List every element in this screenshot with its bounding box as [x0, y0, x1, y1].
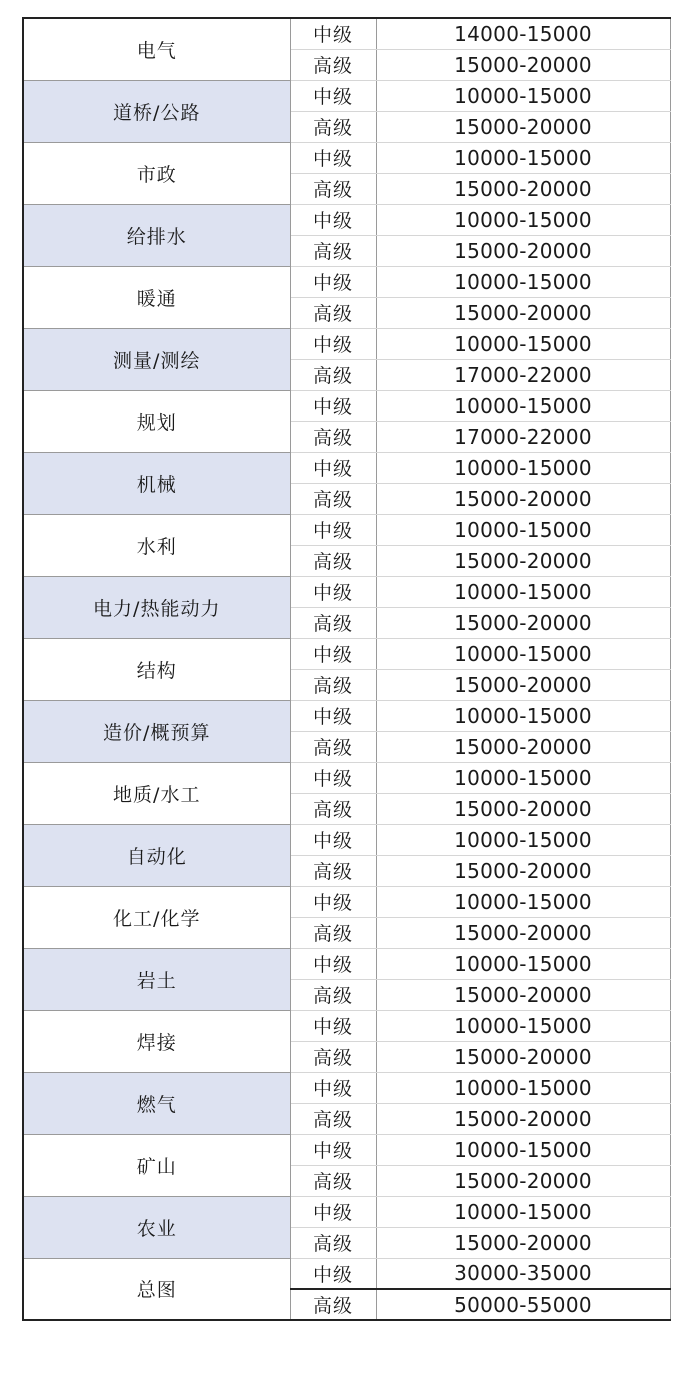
salary-range-cell: 10000-15000 — [376, 1010, 670, 1041]
salary-range-cell: 15000-20000 — [376, 1103, 670, 1134]
table-row — [23, 576, 670, 607]
category-cell: 机械 — [23, 452, 290, 514]
level-cell: 中级 — [290, 80, 376, 111]
category-cell: 水利 — [23, 514, 290, 576]
salary-range-cell: 10000-15000 — [376, 948, 670, 979]
salary-range-cell: 15000-20000 — [376, 483, 670, 514]
category-cell: 电气 — [23, 18, 290, 80]
salary-range-cell: 15000-20000 — [376, 1165, 670, 1196]
category-cell: 地质/水工 — [23, 762, 290, 824]
table-row — [23, 638, 670, 669]
category-cell: 测量/测绘 — [23, 328, 290, 390]
salary-range-cell: 15000-20000 — [376, 731, 670, 762]
table-row — [23, 700, 670, 731]
category-cell: 焊接 — [23, 1010, 290, 1072]
salary-range-cell: 15000-20000 — [376, 49, 670, 80]
level-cell: 高级 — [290, 607, 376, 638]
salary-range-cell: 10000-15000 — [376, 576, 670, 607]
level-cell: 中级 — [290, 576, 376, 607]
salary-range-cell: 10000-15000 — [376, 1196, 670, 1227]
salary-range-cell: 10000-15000 — [376, 762, 670, 793]
salary-range-cell: 17000-22000 — [376, 359, 670, 390]
level-cell: 中级 — [290, 142, 376, 173]
level-cell: 高级 — [290, 1165, 376, 1196]
level-cell: 中级 — [290, 452, 376, 483]
table-row — [23, 514, 670, 545]
level-cell: 高级 — [290, 793, 376, 824]
salary-range-cell: 15000-20000 — [376, 855, 670, 886]
salary-range-cell: 15000-20000 — [376, 545, 670, 576]
salary-range-cell: 10000-15000 — [376, 886, 670, 917]
level-cell: 中级 — [290, 638, 376, 669]
salary-range-cell: 10000-15000 — [376, 1134, 670, 1165]
category-cell: 自动化 — [23, 824, 290, 886]
salary-range-cell: 14000-15000 — [376, 18, 670, 49]
salary-range-cell: 15000-20000 — [376, 173, 670, 204]
table-row — [23, 266, 670, 297]
table-row — [23, 80, 670, 111]
level-cell: 高级 — [290, 235, 376, 266]
level-cell: 中级 — [290, 328, 376, 359]
category-cell: 造价/概预算 — [23, 700, 290, 762]
category-cell: 农业 — [23, 1196, 290, 1258]
salary-range-cell: 10000-15000 — [376, 390, 670, 421]
level-cell: 高级 — [290, 111, 376, 142]
category-cell: 市政 — [23, 142, 290, 204]
salary-range-cell: 10000-15000 — [376, 1072, 670, 1103]
level-cell: 高级 — [290, 545, 376, 576]
level-cell: 高级 — [290, 1289, 376, 1320]
level-cell: 高级 — [290, 669, 376, 700]
level-cell: 高级 — [290, 855, 376, 886]
table-row — [23, 142, 670, 173]
table-row — [23, 1072, 670, 1103]
level-cell: 中级 — [290, 1072, 376, 1103]
category-cell: 给排水 — [23, 204, 290, 266]
salary-range-cell: 30000-35000 — [376, 1258, 670, 1289]
category-cell: 规划 — [23, 390, 290, 452]
category-cell: 岩土 — [23, 948, 290, 1010]
level-cell: 中级 — [290, 18, 376, 49]
salary-range-cell: 10000-15000 — [376, 824, 670, 855]
salary-range-cell: 10000-15000 — [376, 452, 670, 483]
salary-range-cell: 10000-15000 — [376, 638, 670, 669]
salary-range-cell: 10000-15000 — [376, 80, 670, 111]
salary-range-cell: 50000-55000 — [376, 1289, 670, 1320]
table-row — [23, 452, 670, 483]
level-cell: 高级 — [290, 421, 376, 452]
table-row — [23, 328, 670, 359]
salary-table — [22, 17, 671, 1321]
salary-range-cell: 10000-15000 — [376, 514, 670, 545]
category-cell: 暖通 — [23, 266, 290, 328]
level-cell: 高级 — [290, 49, 376, 80]
table-row — [23, 1134, 670, 1165]
table-row — [23, 18, 670, 49]
category-cell: 矿山 — [23, 1134, 290, 1196]
table-row — [23, 762, 670, 793]
level-cell: 中级 — [290, 1010, 376, 1041]
salary-range-cell: 15000-20000 — [376, 917, 670, 948]
level-cell: 中级 — [290, 886, 376, 917]
salary-range-cell: 15000-20000 — [376, 669, 670, 700]
level-cell: 中级 — [290, 390, 376, 421]
salary-table-body — [23, 18, 670, 1320]
table-row — [23, 824, 670, 855]
category-cell: 结构 — [23, 638, 290, 700]
salary-range-cell: 10000-15000 — [376, 142, 670, 173]
category-cell: 总图 — [23, 1258, 290, 1320]
salary-range-cell: 10000-15000 — [376, 266, 670, 297]
level-cell: 中级 — [290, 1134, 376, 1165]
level-cell: 高级 — [290, 979, 376, 1010]
table-row — [23, 204, 670, 235]
level-cell: 高级 — [290, 483, 376, 514]
table-row — [23, 886, 670, 917]
level-cell: 高级 — [290, 1103, 376, 1134]
salary-range-cell: 15000-20000 — [376, 793, 670, 824]
level-cell: 高级 — [290, 1041, 376, 1072]
salary-range-cell: 15000-20000 — [376, 111, 670, 142]
level-cell: 中级 — [290, 1196, 376, 1227]
salary-range-cell: 10000-15000 — [376, 700, 670, 731]
salary-range-cell: 15000-20000 — [376, 607, 670, 638]
level-cell: 中级 — [290, 266, 376, 297]
category-cell: 电力/热能动力 — [23, 576, 290, 638]
level-cell: 中级 — [290, 514, 376, 545]
level-cell: 中级 — [290, 948, 376, 979]
salary-range-cell: 15000-20000 — [376, 979, 670, 1010]
salary-range-cell: 15000-20000 — [376, 297, 670, 328]
level-cell: 高级 — [290, 1227, 376, 1258]
category-cell: 道桥/公路 — [23, 80, 290, 142]
level-cell: 中级 — [290, 204, 376, 235]
category-cell: 化工/化学 — [23, 886, 290, 948]
level-cell: 高级 — [290, 297, 376, 328]
level-cell: 高级 — [290, 731, 376, 762]
table-row — [23, 948, 670, 979]
level-cell: 中级 — [290, 762, 376, 793]
salary-range-cell: 10000-15000 — [376, 204, 670, 235]
level-cell: 高级 — [290, 359, 376, 390]
level-cell: 中级 — [290, 700, 376, 731]
level-cell: 高级 — [290, 917, 376, 948]
salary-range-cell: 15000-20000 — [376, 1041, 670, 1072]
salary-range-cell: 15000-20000 — [376, 1227, 670, 1258]
level-cell: 高级 — [290, 173, 376, 204]
table-row — [23, 390, 670, 421]
level-cell: 中级 — [290, 824, 376, 855]
category-cell: 燃气 — [23, 1072, 290, 1134]
table-row — [23, 1196, 670, 1227]
salary-range-cell: 15000-20000 — [376, 235, 670, 266]
salary-range-cell: 10000-15000 — [376, 328, 670, 359]
table-row — [23, 1258, 670, 1289]
salary-range-cell: 17000-22000 — [376, 421, 670, 452]
level-cell: 中级 — [290, 1258, 376, 1289]
table-row — [23, 1010, 670, 1041]
